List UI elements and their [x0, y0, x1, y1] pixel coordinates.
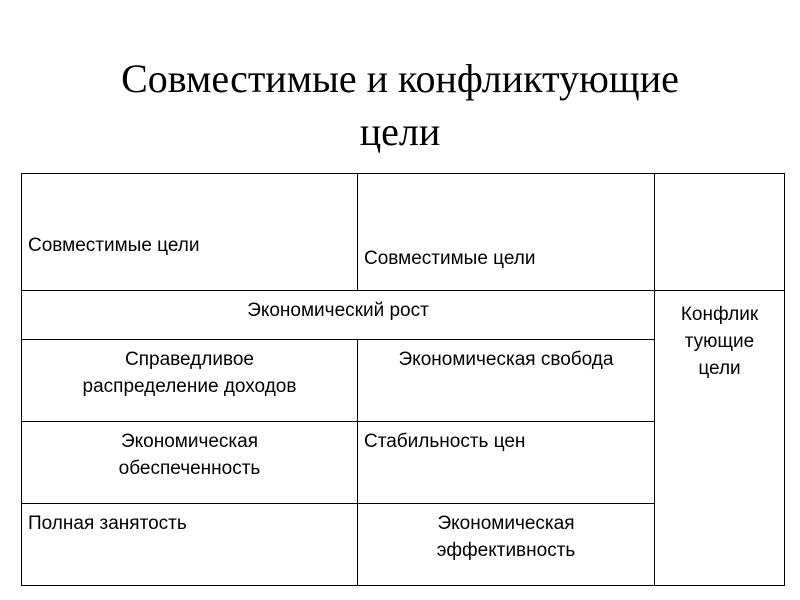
header-compatible-middle: Совместимые цели — [358, 174, 655, 291]
economic-efficiency-cell: Экономическая эффективность — [358, 504, 655, 586]
goals-table — [21, 173, 785, 586]
economic-growth-cell: Экономический рост — [22, 291, 655, 340]
fair-distribution-cell: Справедливое распределение доходов — [22, 340, 358, 422]
header-empty-cell — [655, 174, 785, 291]
slide-title: Совместимые и конфликтующие цели — [121, 56, 679, 154]
conflicting-goals-cell: Конфлик тующие цели — [655, 291, 785, 586]
economic-freedom-cell: Экономическая свобода — [358, 340, 655, 422]
full-employment-cell: Полная занятость — [22, 504, 358, 586]
price-stability-cell: Стабильность цен — [358, 422, 655, 504]
table-row — [22, 174, 785, 291]
header-compatible-left: Совместимые цели — [22, 174, 358, 291]
table-row — [22, 291, 785, 340]
economic-security-cell: Экономическая обеспеченность — [22, 422, 358, 504]
